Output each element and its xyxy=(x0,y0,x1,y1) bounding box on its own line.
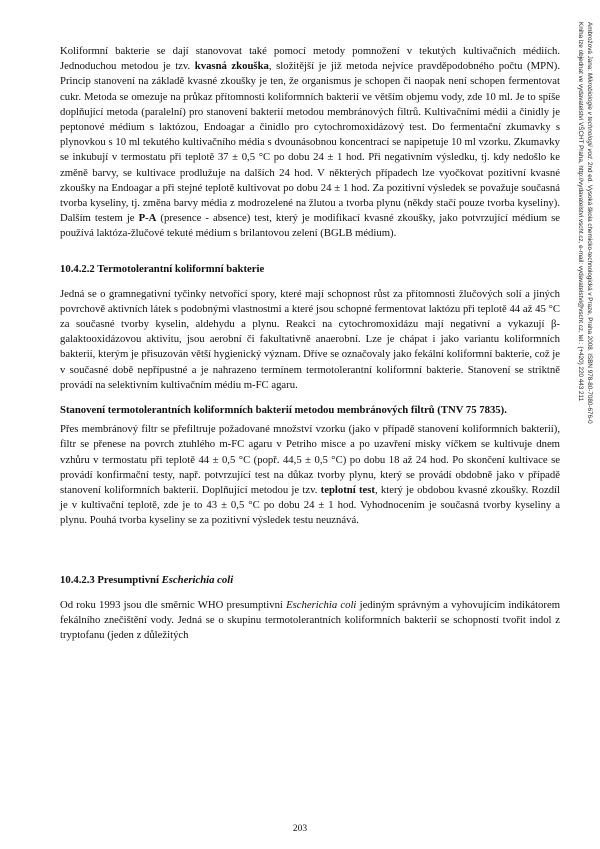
page-number: 203 xyxy=(292,824,308,834)
paragraph-termotolerantni: Jedná se o gramnegativní tyčinky netvořící spory, které mají schopnost růst za přítomnosti žlučových solí a jiných povrchově aktivních látek s podobnými vlastnostmi a které jsou schopné fermentovat laktózu při teplotě 44 až 45 °C za současné tvorby kyselin, aldehydu a plynu. Reakci na cytochromoxidázu mají negativní a vykazují β-galaktooxidázovou aktivitu, jsou aerobní či fakultativně anaerobní. Lze je chápat i jako variantu koliformních bakterií, kterým je přisuzován větší hygienický význam. Dříve se označovaly jako fekální koliformní bakterie, což je v současné době nepřípustné a je nahrazeno termínem termotolerantní koliformní bakterie. Stanovení se striktně provádí na selektivním kultivačním médiu m-FC agaru. xyxy=(60,287,560,391)
paragraph-membranovy-filtr: Přes membránový filtr se přefiltruje požadované množství vzorku (jako v případě stanovení koliformních bakterií), filtr se přenese na povrch ztuhlého m-FC agaru v Petriho misce a po uzavření misky víčkem se kultivuje dnem vzhůru v termostatu při teplotě 44 ± 0,5 °C (popř. 44,5 ± 0,5 °C) po dobu 18 až 24 hod. Po skončení kultivace se provádí konfirmační testy, např. potvrzující test na důkaz tvorby plynu, který se provádí obdobně jako v případě stanovení koliformních bakterií. Doplňující metodou je tzv. teplotní test, který je obdobou kvasné zkoušky. Rozdíl je v kultivační teplotě, zde je to 43 ± 0,5 °C po dobu 24 ± 1 hod. Vyhodnocením je současná tvorby kyseliny a plynu. Pouhá tvorba kyseliny se za pozitivní výsledek testu neuznává. xyxy=(60,423,560,527)
citation-sidebar xyxy=(576,22,594,424)
heading-species-name: Escherichia coli xyxy=(161,573,234,586)
section-heading-10-4-2-3: 10.4.2.3 Presumptivní Escherichia coli xyxy=(60,573,234,586)
term-p-a: P-A xyxy=(138,212,157,225)
subheading-membranove-filtry: Stanovení termotolerantních koliformních bakterií metodou membránových filtrů (TNV 75 7835). xyxy=(60,404,507,417)
citation-line-1: Ambrožová Jana: Mikrobiologie v technologii vod. 2nd ed. Vysoká škola chemicko-technologická v Praze, Praha 2008. ISBN 978-80-7080-676-0 xyxy=(586,22,593,424)
paragraph-escherichia-coli: Od roku 1993 jsou dle směrnic WHO presumptivní Escherichia coli jediným správným a vyhovujícím indikátorem fekálního znečištění vody. Jedná se o skupinu termotolerantních koliformních bakterií se schopností tvořit indol z tryptofanu (jeden z důležitých xyxy=(60,598,561,642)
term-kvasna-zkouska: kvasná zkouška xyxy=(194,60,269,73)
citation-line-2: Kniha lze objednat ve vydavatelství VŠCHT Praha, http://vydavatelstvi.vscht.cz, e-mail: vydavatelstvi@vscht.cz, tel.: (+420) 220 443 211 xyxy=(577,22,584,402)
term-teplotni-test: teplotní test xyxy=(320,484,375,497)
paragraph-kvasna-zkouska: Koliformní bakterie se dají stanovovat také pomocí metody pomnožení v tekutých kultivačních médiích. Jednoduchou metodou je tzv. kvasná zkouška, složitější je již metoda nejvíce pravděpodobného počtu (MPN). Princip stanovení na základě kvasné zkoušky je ten, že organismus je schopen či naopak není schopen fermentovat cukr. Metoda se omezuje na průkaz přítomnosti koliformních bakterií ve větším objemu vody, zde 10 ml. Je to spíše doplňující metoda (paralelní) pro stanovení bakterií metodou membránových filtrů. Kultivačními médii a činidly je peptonové médium s laktózou, Endoagar a činidlo pro cytochromoxidázový test. Do fermentační zkumavky s plynovkou s 10 ml tekutého kultivačního média s dvounásobnou koncentrací se napipetuje 10 ml vzorku. Zkumavky se inkubují v termostatu při teplotě 37 ± 0,5 °C po dobu 24 ± 1 hod. Při negativním výsledku, tj. kdy nedošlo ke změně barvy, se kultivace prodlužuje na dalších 24 hod. V některých případech lze vyočkovat pozitivní kvasné zkoušky na Endoagar a při stejné teplotě kultivovat po dobu 24 ± 1 hod. Za pozitivní výsledek se považuje současná tvorba kyseliny, tj. změna barvy média z modrozelené na žlutou a tvorba plynu (někdy stačí pouze tvorba kyseliny). Dalším testem je P-A (presence - absence) test, který je modifikací kvasné zkoušky, jako potvrzující médium se používá laktóza-žlučové tekuté médium s brilantovou zelení (BGLB médium). xyxy=(60,45,561,240)
page-content xyxy=(60,44,560,643)
species-name: Escherichia coli xyxy=(286,598,357,611)
book-title: Mikrobiologie v technologii vod xyxy=(586,72,593,159)
section-heading-10-4-2-2: 10.4.2.2 Termotolerantní koliformní bakterie xyxy=(60,262,265,275)
